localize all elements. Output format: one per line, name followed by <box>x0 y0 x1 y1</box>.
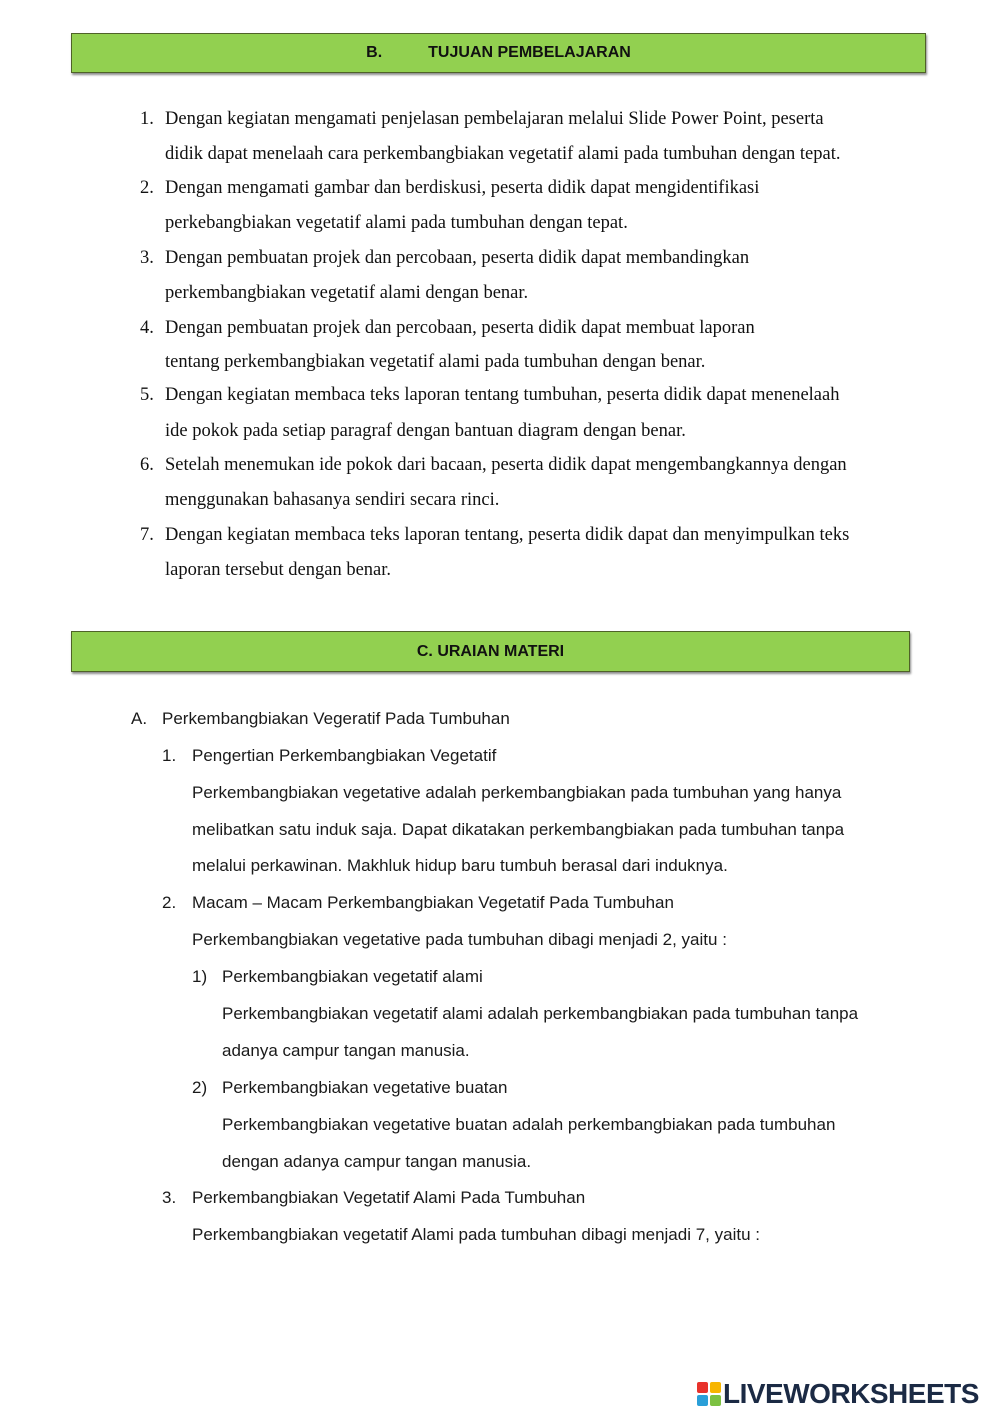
section-b-header <box>71 33 926 73</box>
logo-square <box>710 1382 721 1393</box>
objective-line: laporan tersebut dengan benar. <box>165 560 392 580</box>
sub2-item-body-line: adanya campur tangan manusia. <box>222 1041 470 1060</box>
objective-number: 7. <box>140 525 154 545</box>
sub1-title: Pengertian Perkembangbiakan Vegetatif <box>192 746 497 765</box>
objective-line: Dengan pembuatan projek dan percobaan, peserta didik dapat membandingkan <box>165 248 750 268</box>
liveworksheets-logo <box>697 1379 979 1409</box>
objective-line: didik dapat menelaah cara perkembangbiakan vegetatif alami pada tumbuhan dengan tepat. <box>165 144 841 164</box>
sub2-number: 2. <box>162 893 177 912</box>
objective-line: perkembangbiakan vegetatif alami dengan benar. <box>165 283 529 303</box>
sub2-item-number: 1) <box>192 967 208 986</box>
sub2-item-title: Perkembangbiakan vegetative buatan <box>222 1078 508 1097</box>
sub2-item-number: 2) <box>192 1078 208 1097</box>
sub2-item-body-line: dengan adanya campur tangan manusia. <box>222 1152 532 1171</box>
logo-text: LIVEWORKSHEETS <box>723 1378 979 1409</box>
objective-line: perkebangbiakan vegetatif alami pada tumbuhan dengan tepat. <box>165 213 628 233</box>
objective-line: Dengan kegiatan membaca teks laporan tentang, peserta didik dapat dan menyimpulkan teks <box>165 525 850 545</box>
objective-number: 3. <box>140 248 154 268</box>
objective-line: menggunakan bahasanya sendiri secara rinci. <box>165 490 500 510</box>
logo-square <box>697 1395 708 1406</box>
objective-line: Dengan kegiatan mengamati penjelasan pembelajaran melalui Slide Power Point, peserta <box>165 109 824 129</box>
objective-line: Setelah menemukan ide pokok dari bacaan, peserta didik dapat mengembangkannya dengan <box>165 455 847 475</box>
sub1-body-line: Perkembangbiakan vegetative adalah perkembangbiakan pada tumbuhan yang hanya <box>192 783 842 802</box>
objective-line: ide pokok pada setiap paragraf dengan bantuan diagram dengan benar. <box>165 421 686 441</box>
section-c-header <box>71 631 910 672</box>
sub3-number: 3. <box>162 1188 177 1207</box>
section-b-title: TUJUAN PEMBELAJARAN <box>428 44 631 61</box>
objective-number: 2. <box>140 178 154 198</box>
sub2-item-body-line: Perkembangbiakan vegetatif alami adalah perkembangbiakan pada tumbuhan tanpa <box>222 1004 859 1023</box>
sub1-body-line: melalui perkawinan. Makhluk hidup baru tumbuh berasal dari induknya. <box>192 856 728 875</box>
objective-line: Dengan pembuatan projek dan percobaan, peserta didik dapat membuat laporan <box>165 318 755 338</box>
logo-square <box>697 1382 708 1393</box>
objective-number: 5. <box>140 385 154 405</box>
sub3-title: Perkembangbiakan Vegetatif Alami Pada Tumbuhan <box>192 1188 586 1207</box>
objective-line: tentang perkembangbiakan vegetatif alami pada tumbuhan dengan benar. <box>165 352 706 372</box>
heading-a-number: A. <box>131 709 148 728</box>
objective-line: Dengan kegiatan membaca teks laporan tentang tumbuhan, peserta didik dapat menenelaah <box>165 385 840 405</box>
sub2-title: Macam – Macam Perkembangbiakan Vegetatif Pada Tumbuhan <box>192 893 674 912</box>
sub2-item-title: Perkembangbiakan vegetatif alami <box>222 967 483 986</box>
logo-mark-icon <box>697 1382 721 1406</box>
objective-number: 4. <box>140 318 154 338</box>
heading-a-text: Perkembangbiakan Vegeratif Pada Tumbuhan <box>162 709 510 728</box>
sub2-intro: Perkembangbiakan vegetative pada tumbuhan dibagi menjadi 2, yaitu : <box>192 930 727 949</box>
logo-square <box>710 1395 721 1406</box>
objective-number: 6. <box>140 455 154 475</box>
section-b-label: B. <box>366 44 383 61</box>
sub3-intro: Perkembangbiakan vegetatif Alami pada tumbuhan dibagi menjadi 7, yaitu : <box>192 1225 760 1244</box>
sub2-item-body-line: Perkembangbiakan vegetative buatan adalah perkembangbiakan pada tumbuhan <box>222 1115 836 1134</box>
sub1-number: 1. <box>162 746 177 765</box>
objective-number: 1. <box>140 109 154 129</box>
sub1-body-line: melibatkan satu induk saja. Dapat dikatakan perkembangbiakan pada tumbuhan tanpa <box>192 820 845 839</box>
objective-line: Dengan mengamati gambar dan berdiskusi, peserta didik dapat mengidentifikasi <box>165 178 760 198</box>
section-c-title: C. URAIAN MATERI <box>416 642 565 660</box>
